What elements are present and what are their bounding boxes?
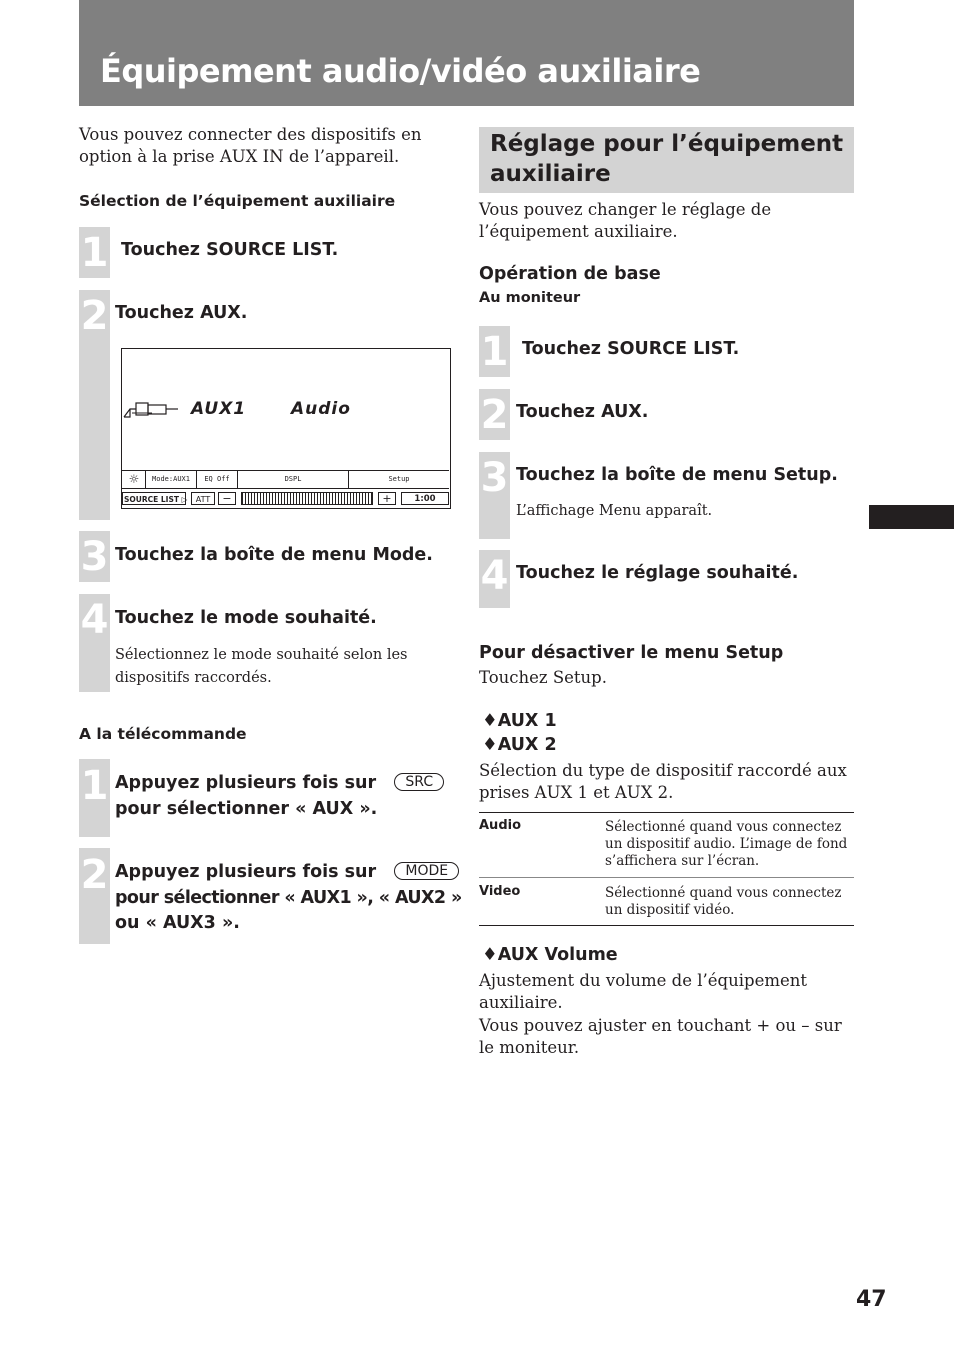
monitor-screen-illustration	[121, 348, 451, 509]
step-number: 2	[480, 392, 509, 438]
step-text: Touchez SOURCE LIST.	[121, 240, 339, 260]
diamond-icon: ♦	[482, 711, 498, 731]
step-number: 4	[480, 553, 509, 599]
aux-description: Sélection du type de dispositif raccordé aux prises AUX 1 et AUX 2.	[479, 761, 847, 802]
att-button[interactable]: ATT	[191, 492, 215, 505]
step-number: 1	[480, 329, 509, 375]
operation-heading: Opération de base	[479, 264, 661, 284]
menu-mode-box[interactable]: Mode:AUX1	[146, 471, 197, 488]
aux-volume-text: Ajustement du volume de l’équipement auxiliaire.	[479, 971, 808, 1012]
diamond-icon: ♦	[482, 945, 498, 965]
table-rule	[479, 812, 854, 813]
deactivate-text: Touchez Setup.	[479, 668, 607, 687]
deactivate-heading: Pour désactiver le menu Setup	[479, 643, 784, 663]
screen-control-row	[122, 490, 449, 507]
step-number: 1	[80, 763, 109, 809]
page-title: Équipement audio/vidéo auxiliaire	[100, 52, 701, 90]
diamond-icon: ♦	[482, 735, 498, 755]
step-text-cont: pour sélectionner « AUX1 », « AUX2 »	[115, 888, 462, 908]
menu-eq-box[interactable]: EQ Off	[197, 471, 238, 488]
section-title: Réglage pour l’équipement auxiliaire	[490, 131, 844, 187]
step-note: L’affichage Menu apparaît.	[516, 503, 713, 519]
table-rule	[479, 925, 854, 926]
step-note: Sélectionnez le mode souhaité selon les dispositifs raccordés.	[115, 647, 408, 686]
step-text: Touchez SOURCE LIST.	[522, 339, 740, 359]
step-text: Touchez la boîte de menu Mode.	[115, 545, 433, 565]
menu-setup-box[interactable]: Setup	[388, 475, 410, 483]
step-text: Touchez le réglage souhaité.	[516, 563, 799, 583]
table-row-label: Video	[479, 884, 521, 899]
step-text: Appuyez plusieurs fois sur SRC	[115, 770, 444, 796]
source-list-button[interactable]: SOURCE LIST ▷	[122, 492, 186, 505]
step-number: 3	[80, 534, 109, 580]
step-number: 2	[80, 293, 109, 339]
table-row-desc: Sélectionné quand vous connectez un dispositif audio. L’image de fond s’affichera sur l’écran.	[605, 819, 848, 869]
screen-source-label: AUX1	[191, 399, 247, 419]
aux-cable-icon	[122, 395, 182, 423]
aux-volume-heading: ♦AUX Volume	[482, 945, 618, 965]
src-button-icon: SRC	[394, 773, 444, 791]
step-text-cont: pour sélectionner « AUX ».	[115, 799, 378, 819]
aux-volume-text: Vous pouvez ajuster en touchant + ou – sur le moniteur.	[479, 1016, 842, 1057]
volume-minus-button[interactable]: −	[218, 492, 236, 505]
aux2-heading: ♦AUX 2	[482, 735, 557, 755]
sun-icon[interactable]: ☼	[123, 471, 146, 488]
step-text-cont: ou « AUX3 ».	[115, 913, 240, 933]
menu-dspl-box[interactable]: DSPL	[238, 471, 349, 488]
step-text: Appuyez plusieurs fois sur MODE	[115, 859, 459, 885]
right-intro: Vous pouvez changer le réglage de l’équipement auxiliaire.	[479, 200, 772, 241]
step-text: Touchez AUX.	[516, 402, 649, 422]
step-number: 3	[480, 455, 509, 501]
volume-plus-button[interactable]: +	[378, 492, 396, 505]
volume-bar[interactable]	[241, 492, 373, 505]
step-text: Touchez AUX.	[115, 303, 248, 323]
aux1-heading: ♦AUX 1	[482, 711, 557, 731]
step-text: Touchez la boîte de menu Setup.	[516, 465, 838, 485]
table-rule	[479, 877, 854, 878]
mode-button-icon: MODE	[394, 862, 459, 880]
table-row-label: Audio	[479, 818, 522, 833]
section-heading-remote: A la télécommande	[79, 725, 247, 743]
clock-display: 1:00	[401, 492, 449, 505]
step-number: 1	[80, 230, 109, 276]
screen-menu-row	[122, 470, 449, 489]
left-intro: Vous pouvez connecter des dispositifs en option à la prise AUX IN de l’appareil.	[79, 125, 422, 166]
step-number: 2	[80, 852, 109, 898]
page-number: 47	[856, 1287, 887, 1312]
step-text: Touchez le mode souhaité.	[115, 608, 377, 628]
table-row-desc: Sélectionné quand vous connectez un dispositif vidéo.	[605, 885, 842, 918]
step-number: 4	[80, 597, 109, 643]
section-heading-selection: Sélection de l’équipement auxiliaire	[79, 192, 396, 210]
screen-mode-label: Audio	[291, 399, 351, 419]
operation-subheading: Au moniteur	[479, 290, 581, 306]
section-tab-marker	[869, 505, 954, 529]
